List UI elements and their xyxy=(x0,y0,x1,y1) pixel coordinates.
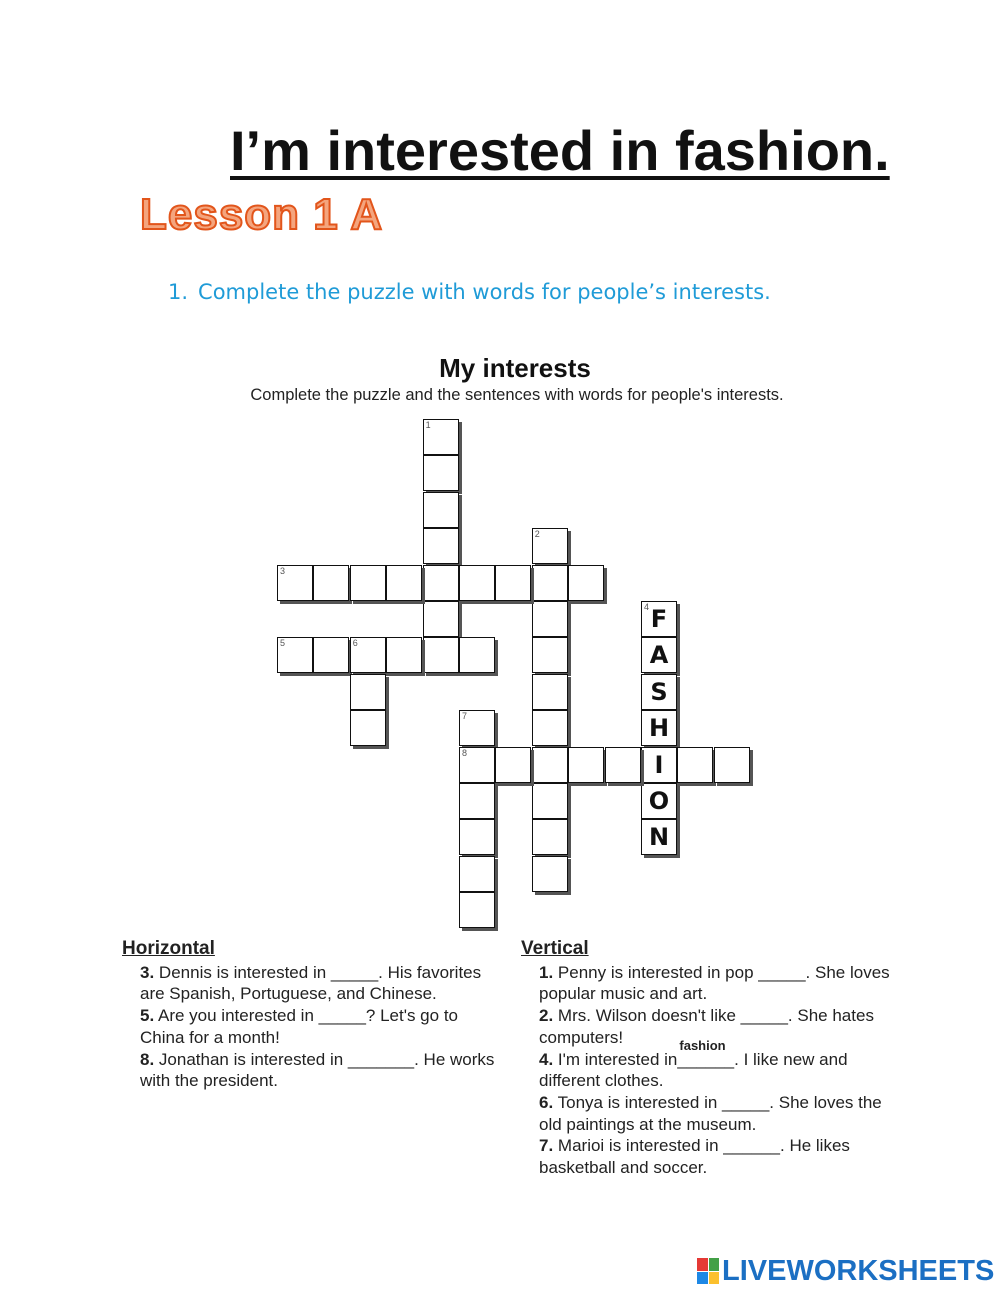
logo-square-green xyxy=(709,1258,720,1271)
crossword-cell[interactable] xyxy=(459,783,495,819)
crossword-cell[interactable] xyxy=(313,637,349,673)
cell-letter: S xyxy=(650,677,668,706)
crossword-cell[interactable] xyxy=(532,783,568,819)
logo-text: LIVEWORKSHEETS xyxy=(722,1254,995,1287)
cell-letter: O xyxy=(648,787,670,815)
crossword-cell[interactable] xyxy=(532,674,568,710)
clue-across-3: 3. Dennis is interested in _____. His favorites are Spanish, Portuguese, and Chinese. xyxy=(140,962,482,1004)
logo-square-blue xyxy=(697,1272,708,1285)
instruction xyxy=(168,280,771,304)
crossword-cell[interactable] xyxy=(641,783,677,819)
crossword-cell[interactable] xyxy=(641,637,677,673)
crossword-cell[interactable] xyxy=(459,565,495,601)
cell-letter: N xyxy=(648,823,670,852)
crossword-cell[interactable] xyxy=(677,747,713,783)
crossword-cell[interactable] xyxy=(350,674,386,710)
crossword-cell[interactable] xyxy=(277,565,313,601)
puzzle-subtitle: Complete the puzzle and the sentences with words for people's interests. xyxy=(250,386,784,404)
liveworksheets-logo xyxy=(697,1254,994,1288)
crossword-cell[interactable] xyxy=(423,565,459,601)
crossword-cell[interactable] xyxy=(459,856,495,892)
crossword-cell[interactable] xyxy=(350,565,386,601)
page-title: I’m interested in fashion. xyxy=(230,119,890,182)
logo-square-yellow xyxy=(709,1272,720,1285)
crossword-cell[interactable] xyxy=(350,637,386,673)
clue-number: 2 xyxy=(534,529,540,540)
horizontal-heading: Horizontal xyxy=(122,938,215,959)
logo-square-red xyxy=(697,1258,708,1271)
crossword-cell[interactable] xyxy=(532,601,568,637)
clue-across-5: 5. Are you interested in _____? Let's go to China for a month! xyxy=(140,1006,458,1047)
cell-letter: I xyxy=(654,750,664,779)
crossword-cell[interactable] xyxy=(641,710,677,746)
crossword-cell[interactable] xyxy=(423,528,459,564)
clue-number: 6 xyxy=(352,638,358,649)
crossword-cell[interactable] xyxy=(386,565,422,601)
crossword-cell[interactable] xyxy=(459,819,495,855)
crossword-cell[interactable] xyxy=(423,492,459,528)
clue-number: 5 xyxy=(280,638,286,649)
crossword-cell[interactable] xyxy=(459,747,495,783)
crossword-cell[interactable] xyxy=(568,747,604,783)
crossword-cell[interactable] xyxy=(386,637,422,673)
clue-down-1: 1. Penny is interested in pop _____. She loves popular music and art. xyxy=(539,962,890,1004)
crossword-cell[interactable] xyxy=(277,637,313,673)
clue-number: 4 xyxy=(644,602,650,612)
crossword-cell[interactable] xyxy=(532,819,568,855)
cell-letter: F xyxy=(650,605,668,633)
vertical-clues xyxy=(521,938,901,1179)
crossword-cell[interactable] xyxy=(495,565,531,601)
crossword-cell[interactable] xyxy=(532,747,568,783)
crossword-cell[interactable] xyxy=(641,601,677,637)
instruction-number: 1. xyxy=(168,280,189,304)
crossword-cell[interactable] xyxy=(459,637,495,673)
crossword-cell[interactable] xyxy=(532,856,568,892)
crossword-cell[interactable] xyxy=(532,710,568,746)
logo-icon xyxy=(697,1258,719,1284)
crossword-cell[interactable] xyxy=(423,455,459,491)
puzzle-title: My interests xyxy=(439,353,591,383)
crossword-cell[interactable] xyxy=(532,565,568,601)
crossword-cell[interactable] xyxy=(641,747,677,783)
crossword-cell[interactable] xyxy=(641,674,677,710)
crossword-cell[interactable] xyxy=(423,637,459,673)
horizontal-clues xyxy=(122,938,502,1092)
cell-letter: H xyxy=(648,714,670,743)
crossword-cell[interactable] xyxy=(495,747,531,783)
clue-down-2: 2. Mrs. Wilson doesn't like _____. She hates computers! xyxy=(539,1006,874,1047)
vertical-heading: Vertical xyxy=(521,938,589,959)
clue-number: 7 xyxy=(462,711,468,722)
answer-blank-4[interactable]: fashion ______ xyxy=(677,1049,734,1071)
clue-across-8: 8. Jonathan is interested in _______. He works with the president. xyxy=(140,1049,495,1091)
crossword-cell[interactable] xyxy=(605,747,641,783)
crossword-cell[interactable] xyxy=(423,601,459,637)
crossword-cell[interactable] xyxy=(714,747,750,783)
clue-down-4: 4. I'm interested in fashion ______. I like new and different clothes. xyxy=(521,1049,901,1092)
crossword-cell[interactable] xyxy=(641,819,677,855)
clue-number: 8 xyxy=(462,747,468,758)
clue-down-7: 7. Marioi is interested in ______. He likes basketball and soccer. xyxy=(539,1136,850,1178)
crossword-cell[interactable] xyxy=(532,637,568,673)
crossword-cell[interactable] xyxy=(459,892,495,928)
cell-letter: A xyxy=(649,641,669,670)
crossword-cell[interactable] xyxy=(532,528,568,564)
crossword-cell[interactable] xyxy=(459,710,495,746)
clue-down-6: 6. Tonya is interested in _____. She loves the old paintings at the museum. xyxy=(539,1092,882,1134)
answer-text-4: fashion xyxy=(679,1037,726,1053)
crossword-cell[interactable] xyxy=(313,565,349,601)
clue-number: 1 xyxy=(425,420,431,430)
crossword-cell[interactable] xyxy=(568,565,604,601)
clue-number: 3 xyxy=(280,565,286,576)
crossword-cell[interactable] xyxy=(423,419,459,455)
instruction-text: Complete the puzzle with words for people’s interests. xyxy=(198,280,771,304)
lesson-heading: Lesson 1 A xyxy=(140,190,384,239)
crossword-cell[interactable] xyxy=(350,710,386,746)
